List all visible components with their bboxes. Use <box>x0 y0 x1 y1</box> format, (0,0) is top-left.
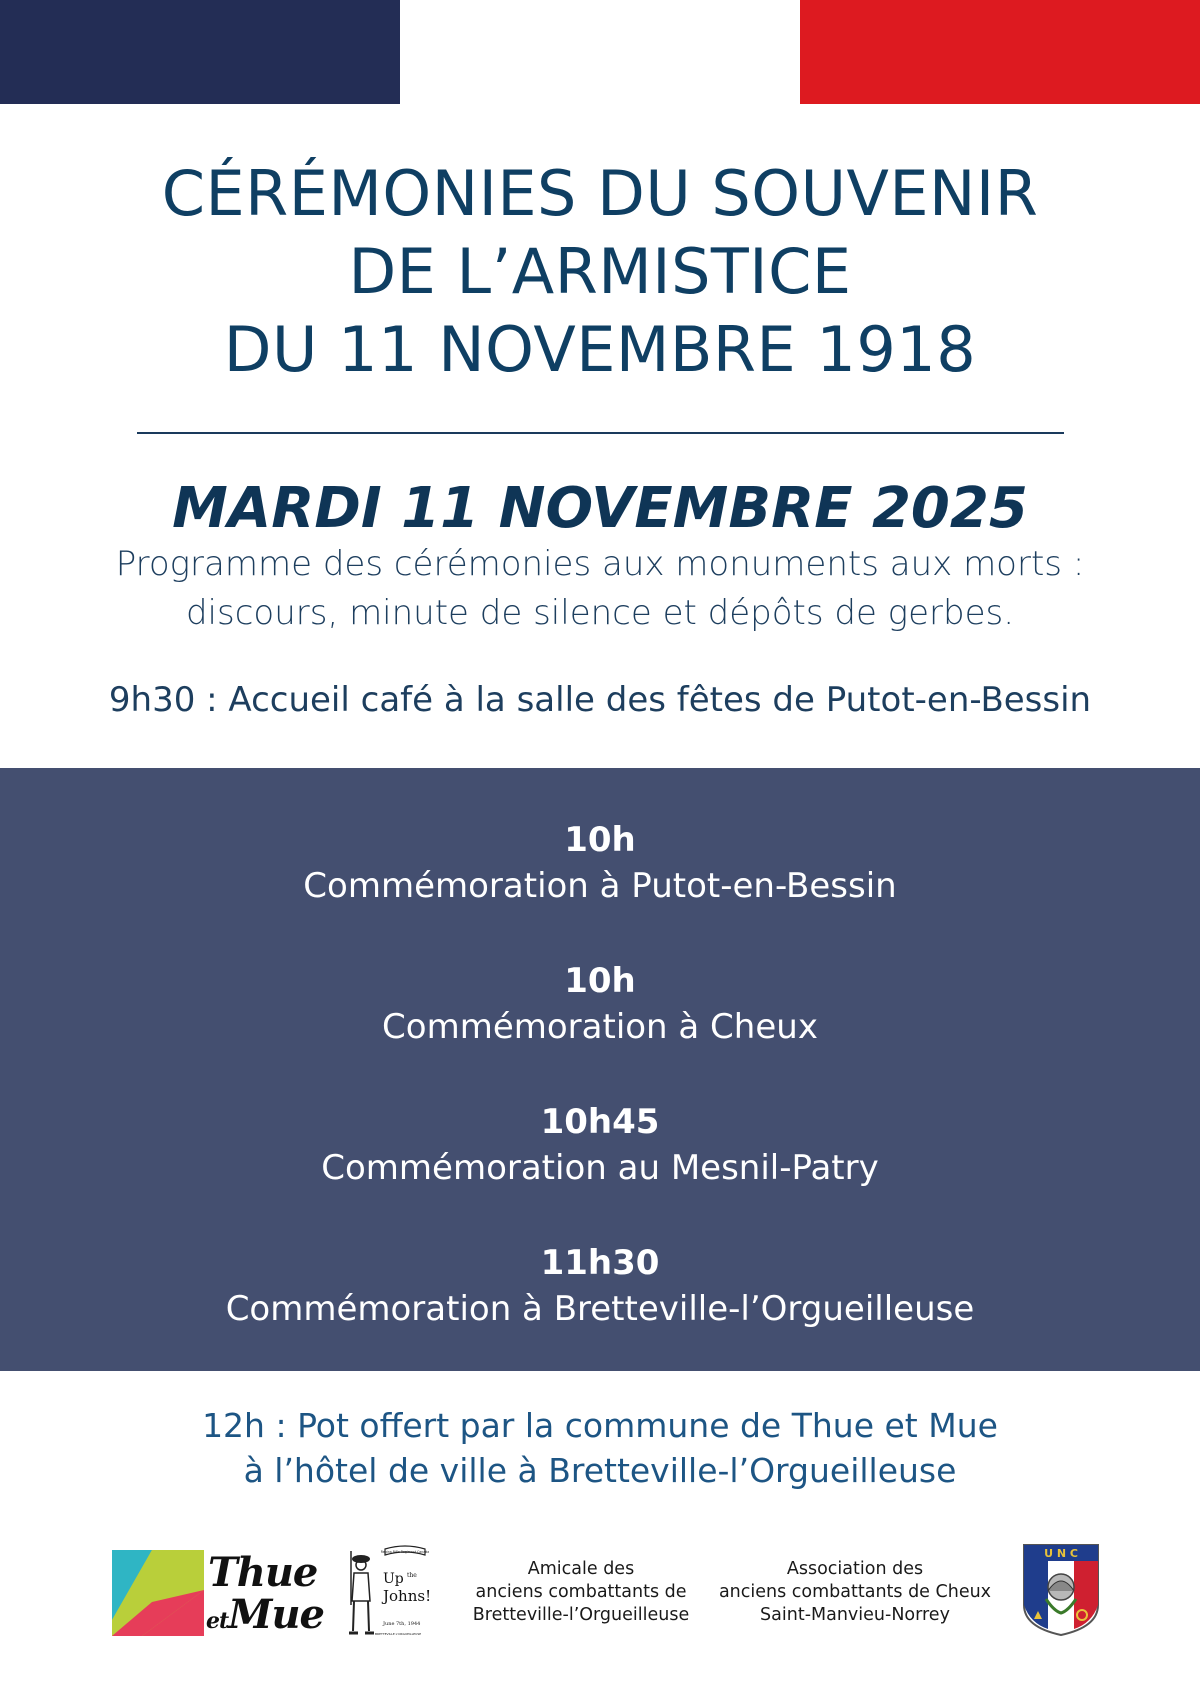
johns-date-text: June 7th, 1944 <box>383 1621 421 1627</box>
ribbon-text: Regina Rifle Regiment Canada <box>380 1550 430 1554</box>
association-line-3: Saint-Manvieu-Norrey <box>760 1605 950 1625</box>
schedule-time: 10h <box>564 961 636 1001</box>
schedule-band <box>0 768 1200 1371</box>
schedule-time: 11h30 <box>540 1243 660 1283</box>
schedule-place: Commémoration au Mesnil-Patry <box>321 1148 879 1188</box>
up-the-johns-logo <box>345 1543 445 1643</box>
up-the-johns-icon <box>345 1543 445 1643</box>
welcome-coffee-line: 9h30 : Accueil café à la salle des fêtes de Putot-en-Bessin <box>108 680 1092 720</box>
title-line-2: DE L’ARMISTICE <box>348 235 852 308</box>
johns-town-text: BRETTEVILLE L'ORGUEILLEUSE <box>375 1632 422 1636</box>
programme-description <box>0 540 1200 638</box>
title-line-1: CÉRÉMONIES DU SOUVENIR <box>161 157 1039 230</box>
schedule-time: 10h <box>564 820 636 860</box>
schedule-place: Commémoration à Putot-en-Bessin <box>303 866 897 906</box>
schedule-item <box>0 1241 1200 1333</box>
association-line-2: anciens combattants de Cheux <box>718 1582 992 1602</box>
schedule-item <box>0 818 1200 910</box>
et-word: et <box>206 1608 229 1634</box>
thue-word: Thue <box>208 1549 318 1596</box>
closing-line-1: 12h : Pot offert par la commune de Thue et Mue <box>202 1406 998 1445</box>
title-line-3: DU 11 NOVEMBRE 1918 <box>223 313 977 386</box>
schedule-place: Commémoration à Cheux <box>382 1007 818 1047</box>
unc-shield-icon <box>1020 1541 1102 1637</box>
amicale-line-2: anciens combattants de <box>475 1582 687 1602</box>
association-text <box>716 1558 994 1627</box>
flag-blue-stripe <box>0 0 400 104</box>
johns-text: Johns! <box>383 1587 432 1605</box>
unc-shield-logo <box>1020 1541 1102 1637</box>
the-text: the <box>407 1572 417 1579</box>
association-line-1: Association des <box>786 1559 924 1579</box>
schedule-place: Commémoration à Bretteville-l’Orgueilleuse <box>225 1289 975 1329</box>
up-text: Up <box>383 1571 404 1587</box>
programme-line-2: discours, minute de silence et dépôts de gerbes. <box>185 593 1015 633</box>
mue-text: Mue <box>228 1591 324 1638</box>
amicale-text <box>462 1558 700 1627</box>
schedule-time: 10h45 <box>540 1102 660 1142</box>
thue-et-mue-mark-icon <box>112 1550 204 1636</box>
amicale-line-1: Amicale des <box>527 1559 635 1579</box>
schedule-item <box>0 1100 1200 1192</box>
title-divider <box>137 432 1064 434</box>
closing-line-2: à l’hôtel de ville à Bretteville-l’Orgueilleuse <box>243 1451 957 1490</box>
thue-et-mue-logo <box>112 1549 324 1640</box>
unc-letters: U N C <box>1044 1547 1078 1560</box>
mue-word <box>206 1591 324 1642</box>
page-title <box>0 155 1200 389</box>
closing-reception <box>0 1403 1200 1493</box>
schedule-item <box>0 959 1200 1051</box>
programme-line-1: Programme des cérémonies aux monuments aux morts : <box>115 544 1085 584</box>
event-date: MARDI 11 NOVEMBRE 2025 <box>172 476 1028 541</box>
flag-red-stripe <box>800 0 1200 104</box>
amicale-line-3: Bretteville-l’Orgueilleuse <box>472 1605 690 1625</box>
